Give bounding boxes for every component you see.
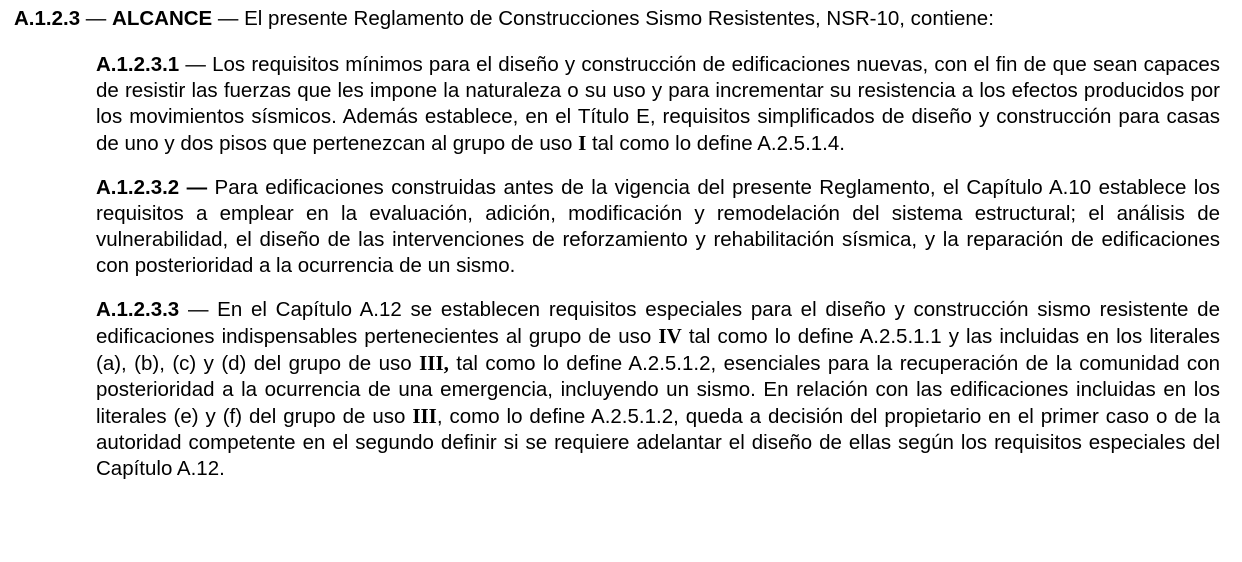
subsection-a-1-2-3-2	[96, 175, 1220, 279]
section-title: ALCANCE	[112, 7, 213, 30]
subsection-text: tal como lo define A.2.5.1.1 y las incluidas en los literales (a), (b), (c) y (d) del grupo de uso	[96, 325, 1220, 375]
subsection-text: tal como lo define A.2.5.1.2, esenciales para la recuperación de la comunidad con posterioridad a la ocurrencia de una emergencia, incluyendo un sismo. En relación con las edificaciones incluidas en los literales (e) y (f) del grupo de uso	[96, 352, 1220, 428]
subsection-text: — Los requisitos mínimos para el diseño y construcción de edificaciones nuevas, con el fin de que sean capaces de resistir las fuerzas que les impone la naturaleza o su uso y para incrementar su resistencia a los efectos producidos por los movimientos sísmicos. Además establece, en el Título E, requisitos simplificados de diseño y construcción para casas de uno y dos pisos que pertenezcan al grupo de uso	[96, 53, 1220, 155]
section-heading	[14, 6, 1220, 32]
section-code: A.1.2.3	[14, 7, 81, 30]
subsection-a-1-2-3-1	[96, 52, 1220, 157]
section-intro: — El presente Reglamento de Construcciones Sismo Resistentes, NSR-10, contiene:	[212, 7, 994, 30]
section-dash: —	[80, 7, 113, 30]
use-group-numeral: IV	[658, 324, 682, 348]
subsection-code: A.1.2.3.2 —	[96, 176, 208, 199]
subsection-a-1-2-3-3	[96, 297, 1220, 482]
use-group-numeral: III	[412, 404, 437, 428]
subsection-text: Para edificaciones construidas antes de la vigencia del presente Reglamento, el Capítulo A.10 establece los requisitos a emplear en la evaluación, adición, modificación y remodelación del sistema estructural; el análisis de vulnerabilidad, el diseño de las intervenciones de reforzamiento y rehabilitación sísmica, y la reparación de edificaciones con posterioridad a la ocurrencia de un sismo.	[96, 176, 1220, 277]
subsection-code: A.1.2.3.3	[96, 298, 180, 321]
subsection-code: A.1.2.3.1	[96, 53, 180, 76]
use-group-numeral: III,	[419, 351, 449, 375]
use-group-numeral: I	[578, 131, 587, 155]
subsection-text: , como lo define A.2.5.1.2, queda a decisión del propietario en el primer caso o de la autoridad competente en el segundo definir si se requiere adelantar el diseño de ellas según los requisitos especiales del Capítulo A.12.	[96, 405, 1220, 480]
subsection-text: — En el Capítulo A.12 se establecen requisitos especiales para el diseño y construcción sismo resistente de edificaciones indispensables pertenecientes al grupo de uso	[96, 298, 1220, 348]
subsection-text: tal como lo define A.2.5.1.4.	[586, 132, 845, 155]
